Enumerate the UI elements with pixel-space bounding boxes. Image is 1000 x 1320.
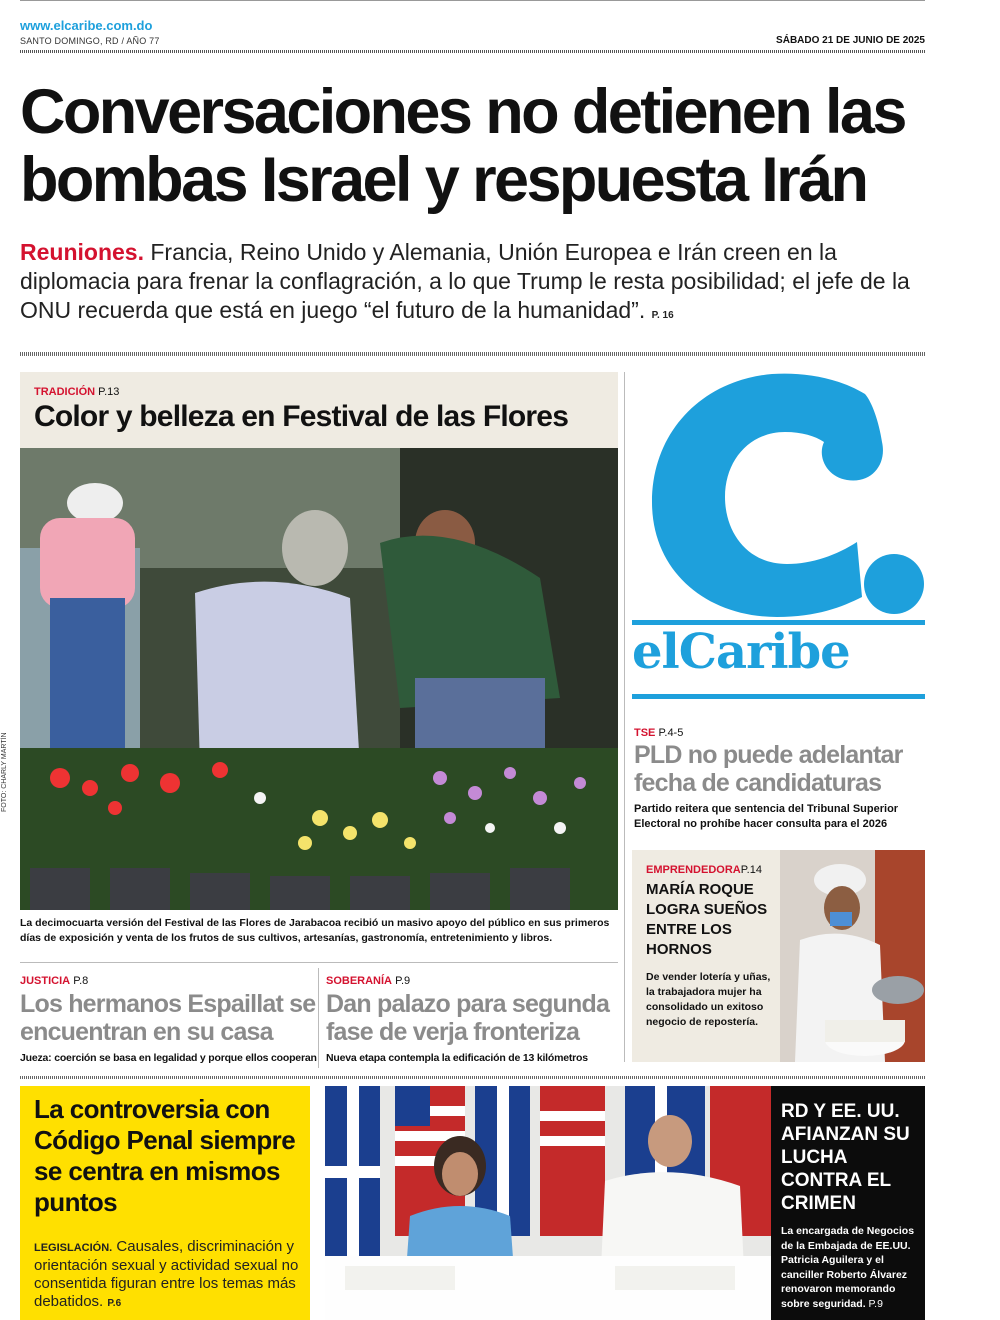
logo-bottom-rule bbox=[632, 694, 925, 699]
tse-kicker bbox=[634, 727, 683, 739]
justicia-sub: Jueza: coerción se basa en legalidad y porque ellos cooperan bbox=[20, 1052, 317, 1064]
codigo-penal-title[interactable]: La controversia con Código Penal siempre se centra en mismos puntos bbox=[34, 1094, 296, 1217]
festival-caption: La decimocuarta versión del Festival de las Flores de Jarabacoa recibió un masivo apoyo del público en sus primeros días de exposición y venta de los frutos de sus cultivos, artesanías, gastronomía, entretenimiento y libros. bbox=[20, 917, 610, 944]
festival-photo bbox=[20, 448, 618, 910]
festival-section: TRADICIÓN bbox=[34, 386, 96, 398]
rd-eeuu-title[interactable]: RD Y EE. UU. AFIANZAN SU LUCHA CONTRA EL CRIMEN bbox=[781, 1101, 910, 1214]
codigo-penal-page-ref: P.6 bbox=[107, 1298, 122, 1309]
flower-market-photo-illustration bbox=[20, 448, 618, 910]
soberania-sub: Nueva etapa contempla la edificación de 13 kilómetros bbox=[326, 1052, 588, 1064]
baker-photo-illustration bbox=[780, 850, 925, 1062]
emprendedora-title[interactable]: MARÍA ROQUE LOGRA SUEÑOS ENTRE LOS HORNOS bbox=[646, 881, 768, 958]
tse-section: TSE bbox=[634, 727, 656, 739]
emprendedora-kicker bbox=[646, 864, 762, 876]
lead-headline[interactable]: Conversaciones no detienen las bombas Israel y respuesta Irán bbox=[20, 77, 905, 215]
rd-eeuu-text: La encargada de Negocios de la Embajada de EE.UU. Patricia Aguilera y el canciller Roberto Álvarez renovaron memorando sobre seguridad. bbox=[781, 1225, 915, 1310]
codigo-penal-text: Causales, discriminación y orientación sexual y actividad sexual no consentida figuran entre los temas más debatidos. bbox=[34, 1238, 299, 1310]
column-divider bbox=[624, 372, 625, 1062]
codigo-penal-label: LEGISLACIÓN. bbox=[34, 1242, 113, 1254]
soberania-page-ref: P.9 bbox=[395, 975, 411, 987]
edition-line: SANTO DOMINGO, RD / AÑO 77 bbox=[20, 36, 160, 46]
justicia-title[interactable]: Los hermanos Espaillat se encuentran en su casa bbox=[20, 990, 316, 1046]
festival-kicker bbox=[34, 386, 119, 398]
codigo-penal-sub bbox=[34, 1238, 302, 1313]
festival-page-ref: P.13 bbox=[98, 386, 120, 398]
emprendedora-sub: De vender lotería y uñas, la trabajadora mujer ha consolidado un exitoso negocio de repostería. bbox=[646, 971, 771, 1028]
justicia-section: JUSTICIA bbox=[20, 975, 71, 987]
lead-deck-text: Francia, Reino Unido y Alemania, Unión Europea e Irán creen en la diplomacia para frenar la conflagración, a lo que Trump le resta posibilidad; el jefe de la ONU recuerda que está en juego “el futuro de la humanidad”. bbox=[20, 239, 910, 323]
lead-deck bbox=[20, 238, 925, 330]
elcaribe-logo-c bbox=[632, 372, 932, 622]
emprendedora-page-ref: P.14 bbox=[740, 864, 762, 876]
tse-title[interactable]: PLD no puede adelantar fecha de candidaturas bbox=[634, 741, 903, 797]
justicia-kicker bbox=[20, 975, 88, 987]
masthead-rule bbox=[20, 50, 925, 53]
mid-rule bbox=[20, 962, 618, 963]
lead-kicker: Reuniones. bbox=[20, 239, 144, 265]
soberania-section: SOBERANÍA bbox=[326, 975, 393, 987]
tse-page-ref: P.4-5 bbox=[658, 727, 684, 739]
baker-photo bbox=[780, 850, 925, 1062]
festival-title[interactable]: Color y belleza en Festival de las Flores bbox=[34, 400, 569, 433]
rd-eeuu-page-ref: P.9 bbox=[868, 1297, 883, 1310]
bottom-rule bbox=[20, 1076, 925, 1079]
top-rule bbox=[20, 0, 925, 1]
elcaribe-wordmark: elCaribe bbox=[632, 624, 850, 680]
justicia-page-ref: P.8 bbox=[73, 975, 89, 987]
emprendedora-section: EMPRENDEDORA bbox=[646, 864, 741, 876]
tse-sub: Partido reitera que sentencia del Tribunal Superior Electoral no prohíbe hacer consulta para el 2026 bbox=[634, 803, 899, 830]
rd-eeuu-sub bbox=[781, 1224, 923, 1311]
signing-photo bbox=[325, 1086, 771, 1320]
site-url[interactable]: www.elcaribe.com.do bbox=[20, 18, 153, 33]
signing-photo-illustration bbox=[325, 1086, 771, 1320]
photo-credit: FOTO: CHARLY MARTÍN bbox=[1, 732, 8, 812]
deck-rule bbox=[20, 352, 925, 356]
lead-page-ref: P. 16 bbox=[651, 310, 674, 321]
publication-date: SÁBADO 21 DE JUNIO DE 2025 bbox=[776, 35, 925, 46]
soberania-kicker bbox=[326, 975, 410, 987]
soberania-title[interactable]: Dan palazo para segunda fase de verja fronteriza bbox=[326, 990, 610, 1046]
